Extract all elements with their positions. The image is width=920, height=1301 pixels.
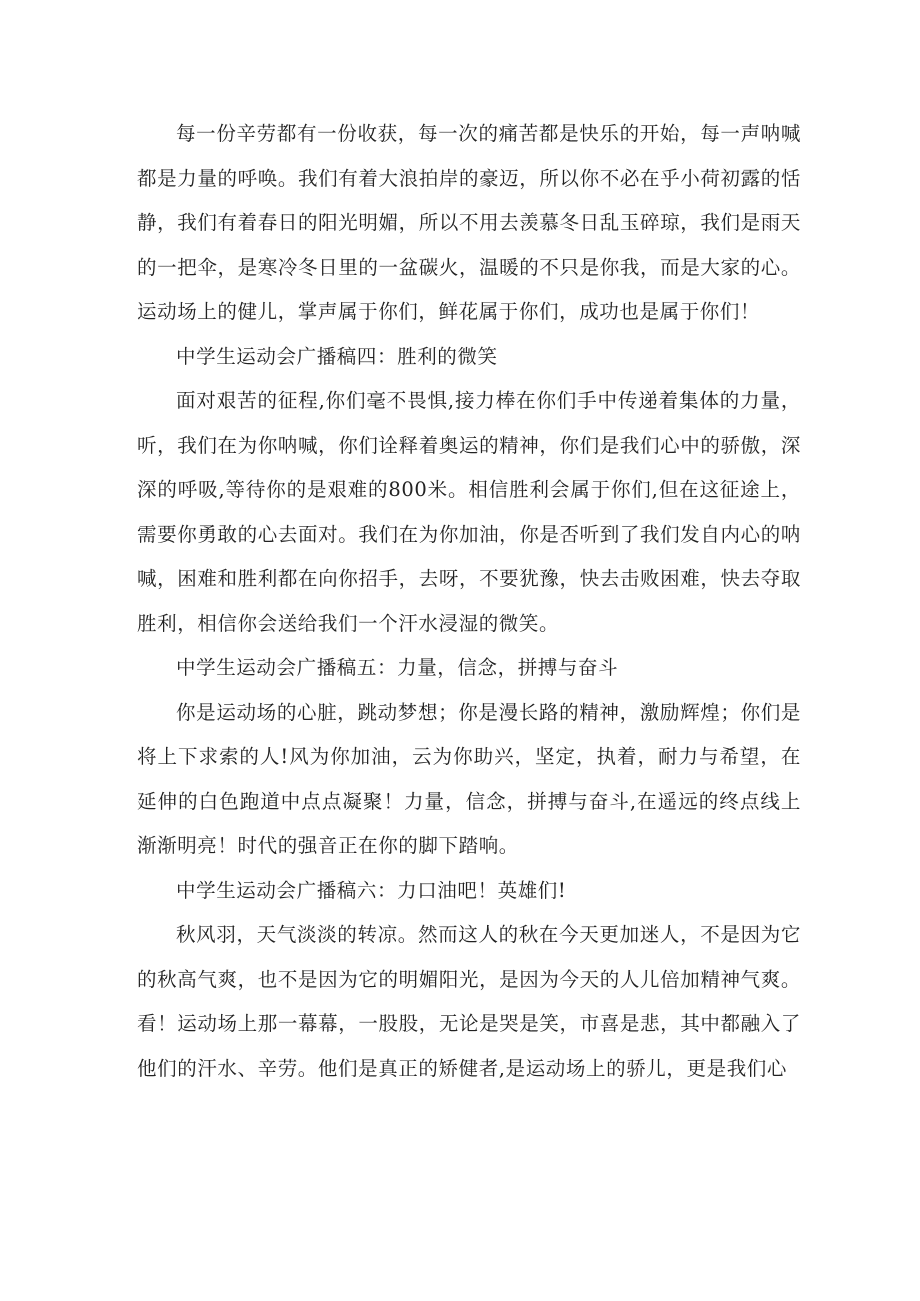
document-body xyxy=(137,112,801,1091)
paragraph-five: 你是运动场的心脏，跳动梦想；你是漫长路的精神，激励辉煌；你们是将上下求索的人!风为你加油，云为你助兴，坚定，执着，耐力与希望，在延伸的白色跑道中点点凝聚！力量，信念，拼搏与奋斗,在遥远的终点线上渐渐明亮！时代的强音正在你的脚下踏响。 xyxy=(137,700,801,857)
paragraph-intro: 每一份辛劳都有一份收获，每一次的痛苦都是快乐的开始，每一声呐喊都是力量的呼唤。我们有着大浪拍岸的豪迈，所以你不必在乎小荷初露的恬静，我们有着春日的阳光明媚，所以不用去羡慕冬日乱玉碎琼，我们是雨天的一把伞，是寒冷冬日里的一盆碳火，温暖的不只是你我，而是大家的心。运动场上的健儿，掌声属于你们，鲜花属于你们，成功也是属于你们！ xyxy=(137,122,801,323)
section-heading-four: 中学生运动会广播稿四：胜利的微笑 xyxy=(176,344,498,368)
section-heading-six: 中学生运动会广播稿六：力口油吧！英雄们! xyxy=(176,878,567,902)
section-heading-five: 中学生运动会广播稿五：力量，信念，拼搏与奋斗 xyxy=(176,656,619,679)
paragraph-six: 秋风羽，天气淡淡的转凉。然而这人的秋在今天更加迷人，不是因为它的秋高气爽，也不是因为它的明媚阳光，是因为今天的人儿倍加精神气爽。看！运动场上那一幕幕，一股股，无论是哭是笑，市喜是悲，其中都融入了他们的汗水、辛劳。他们是真正的矫健者,是运动场上的骄儿，更是我们心 xyxy=(137,923,801,1080)
paragraph-four: 面对艰苦的征程,你们毫不畏惧,接力棒在你们手中传递着集体的力量，听，我们在为你呐喊，你们诠释着奥运的精神，你们是我们心中的骄傲，深深的呼吸,等待你的是艰难的800米。相信胜利会属于你们,但在这征途上，需要你勇敢的心去面对。我们在为你加油，你是否听到了我们发自内心的呐喊，困难和胜利都在向你招手，去呀，不要犹豫，快去击败困难，快去夺取胜利，相信你会送给我们一个汗水浸湿的微笑。 xyxy=(137,389,801,635)
